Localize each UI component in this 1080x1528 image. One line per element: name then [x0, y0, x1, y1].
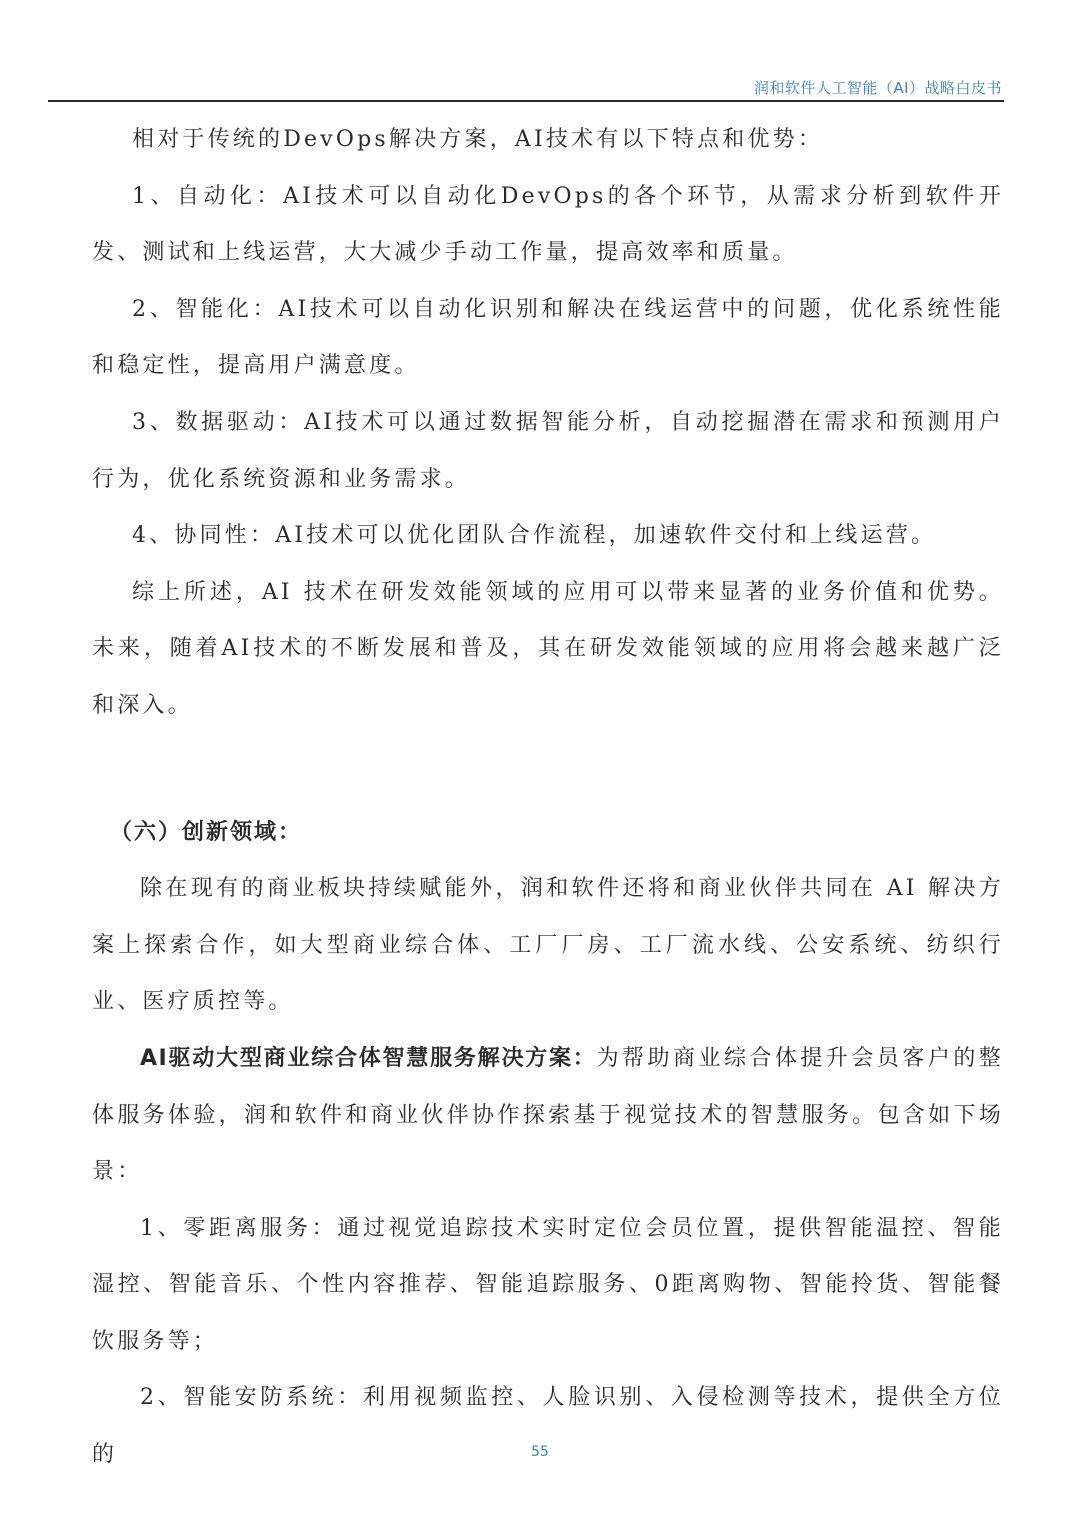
page-number: 55: [531, 1444, 549, 1460]
item-intelligence: 2、智能化：AI技术可以自动化识别和解决在线运营中的问题，优化系统性能和稳定性，提高用户满意度。: [92, 296, 1004, 379]
solution-text: 为帮助商业综合体提升会员客户的整体服务体验，润和软件和商业伙伴协作探索基于视觉技术的智慧服务。包含如下场景：: [92, 1045, 1005, 1185]
scene-zero-distance: 1、零距离服务：通过视觉追踪技术实时定位会员位置，提供智能温控、智能湿控、智能音乐、个性内容推荐、智能追踪服务、0距离购物、智能拎货、智能餐饮服务等；: [92, 1215, 1004, 1354]
item-collaboration: 4、协同性：AI技术可以优化团队合作流程，加速软件交付和上线运营。: [132, 523, 937, 549]
solution-title: AI驱动大型商业综合体智慧服务解决方案：: [140, 1045, 597, 1071]
header-title: 润和软件人工智能（AI）战略白皮书: [753, 79, 1002, 97]
intro-paragraph: 相对于传统的DevOps解决方案，AI技术有以下特点和优势：: [132, 127, 824, 152]
summary-paragraph: 综上所述，AI 技术在研发效能领域的应用可以带来显著的业务价值和优势。未来，随着AI技术的不断发展和普及，其在研发效能领域的应用将会越来越广泛和深入。: [92, 579, 1004, 718]
header-divider: [48, 100, 1004, 102]
section-heading: （六）创新领域：: [110, 819, 303, 845]
scene-security: 2、智能安防系统：利用视频监控、人脸识别、入侵检测等技术，提供全方位的: [92, 1385, 1004, 1468]
item-automation: 1、自动化：AI技术可以自动化DevOps的各个环节，从需求分析到软件开发、测试和上线运营，大大减少手动工作量，提高效率和质量。: [92, 183, 1004, 266]
page-content: [92, 112, 1004, 1484]
section-paragraph: 除在现有的商业板块持续赋能外，润和软件还将和商业伙伴共同在 AI 解决方案上探索合作，如大型商业综合体、工厂厂房、工厂流水线、公安系统、纺织行业、医疗质控等。: [92, 876, 1004, 1015]
item-data-driven: 3、数据驱动：AI技术可以通过数据智能分析，自动挖掘潜在需求和预测用户行为，优化系统资源和业务需求。: [92, 409, 1004, 492]
solution-paragraph: [92, 1031, 1004, 1201]
